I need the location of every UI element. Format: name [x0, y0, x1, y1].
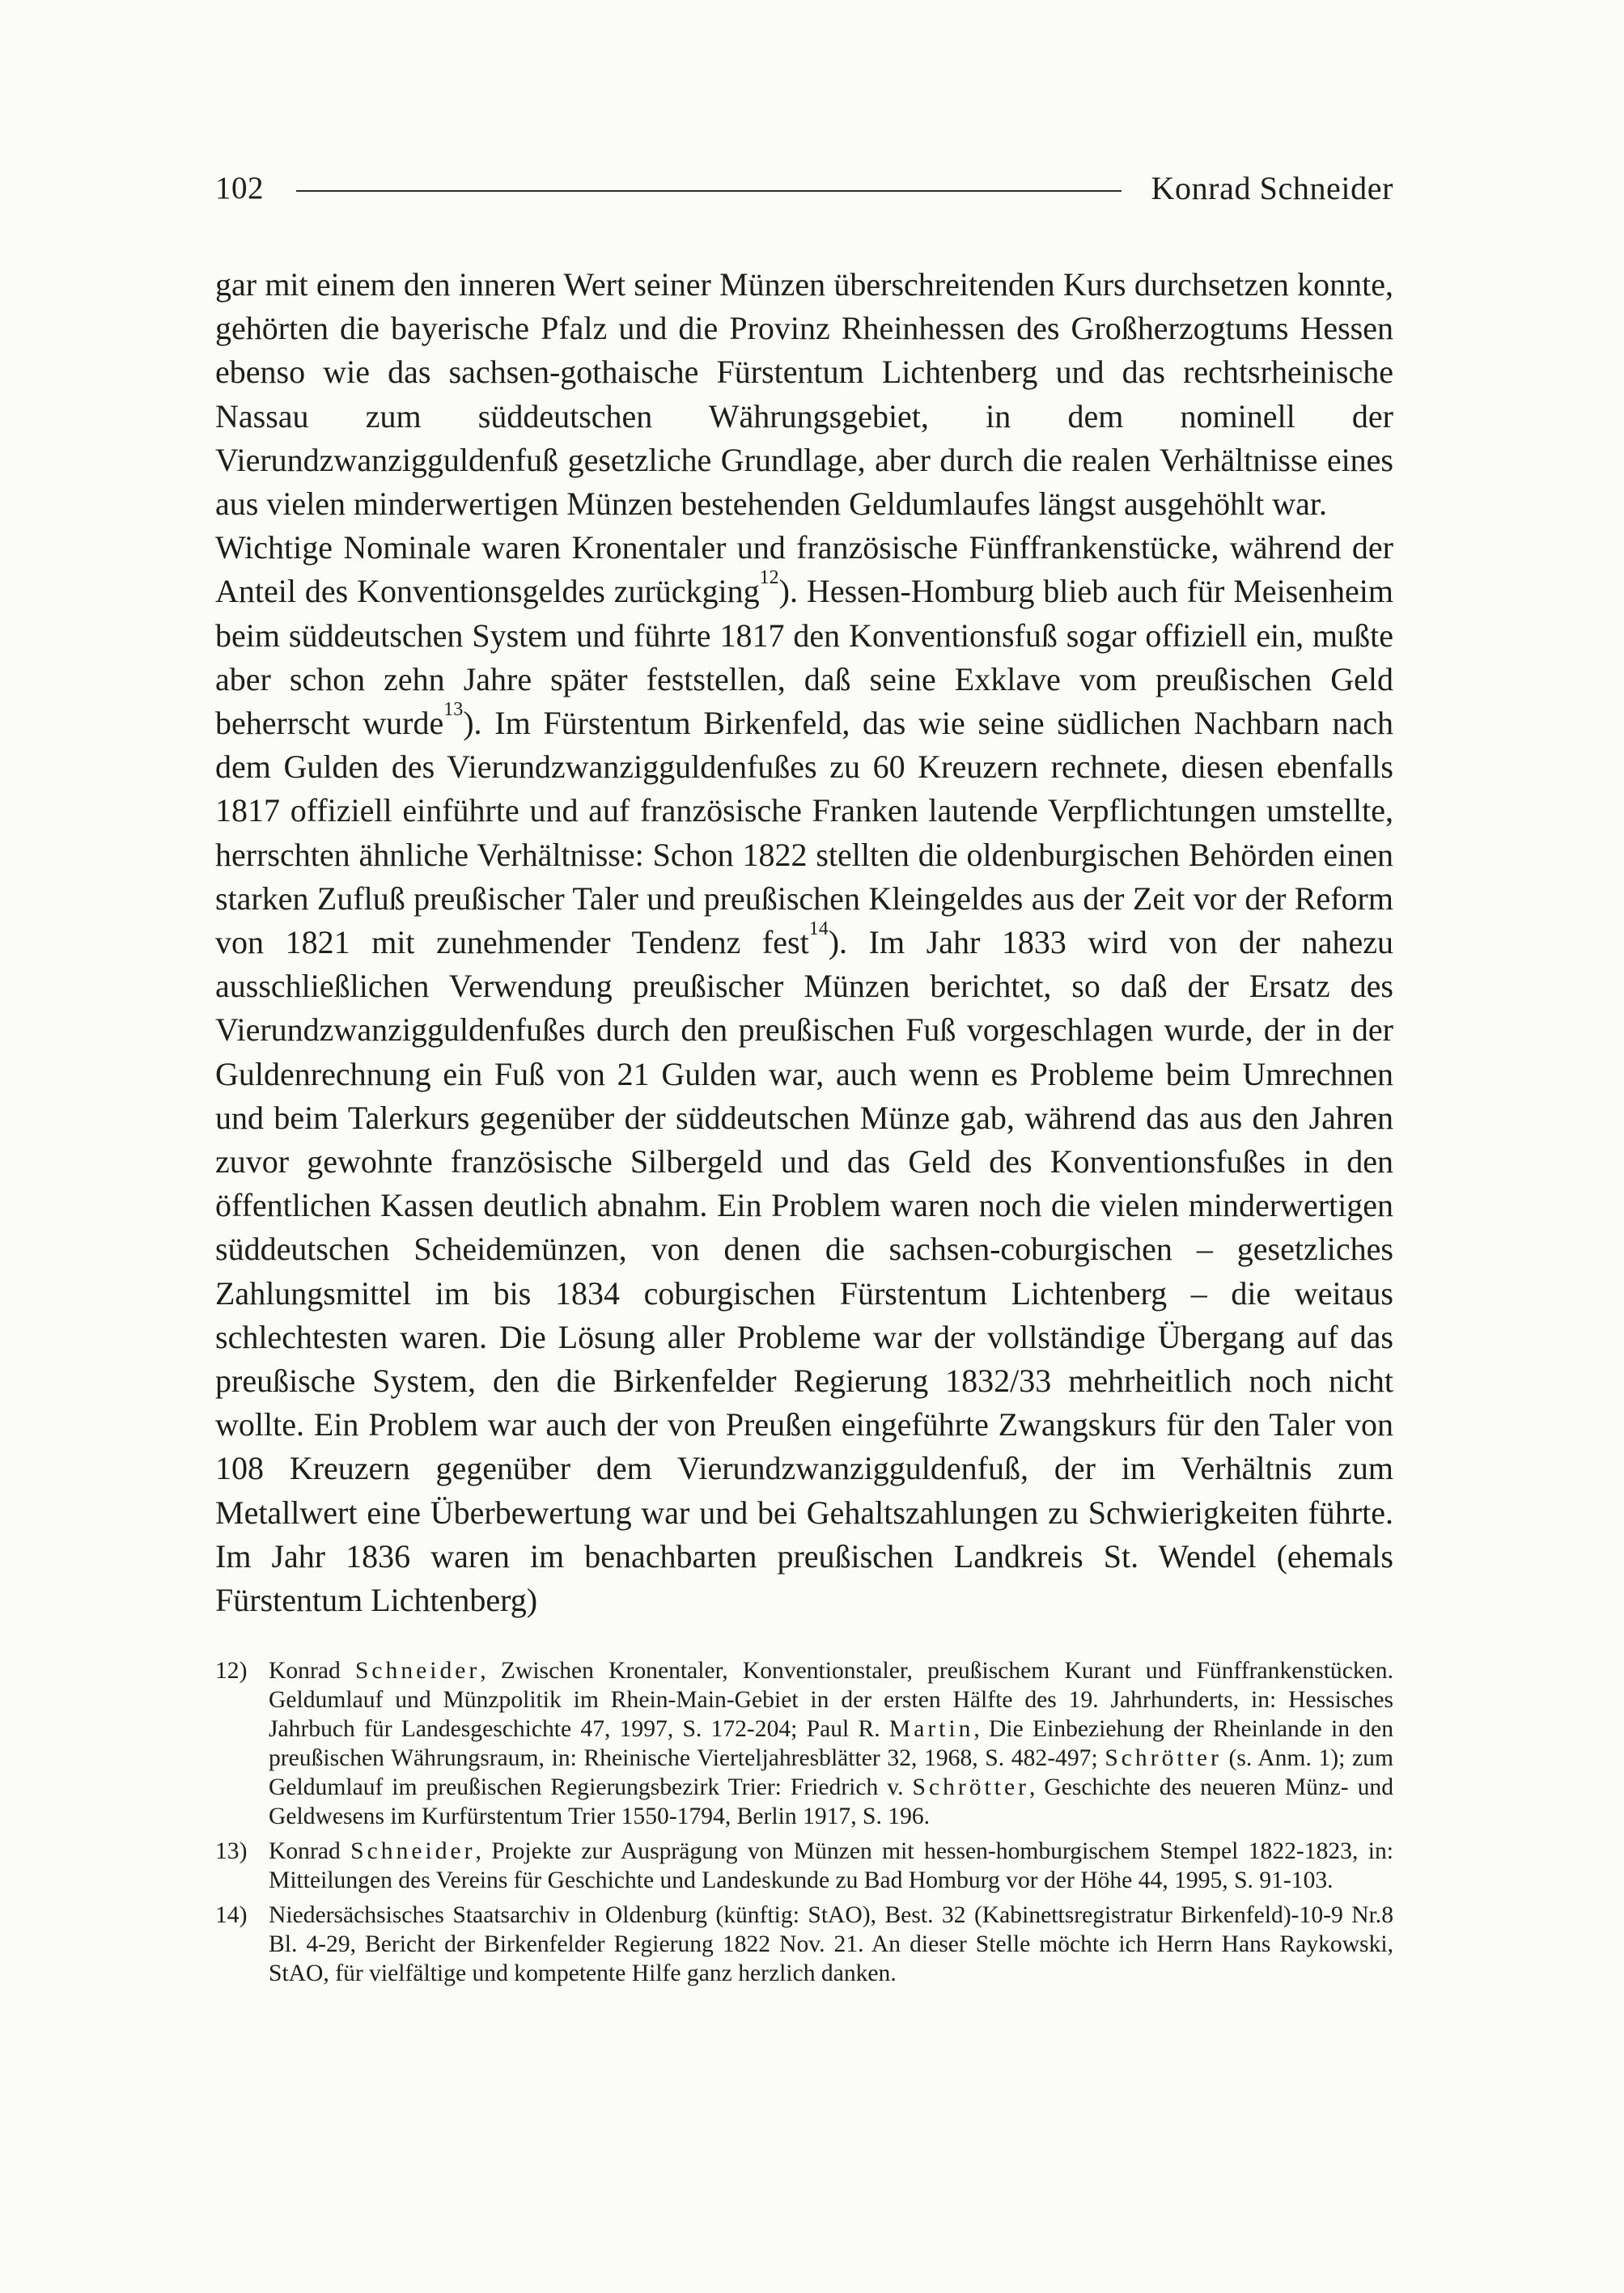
author-name: Schneider — [350, 1838, 476, 1864]
author-name: Schneider — [354, 1658, 481, 1684]
footnotes — [215, 1656, 1393, 1994]
page-header — [215, 167, 1393, 208]
footnote-ref: 13 — [443, 699, 464, 721]
text-run: Konrad — [269, 1838, 351, 1864]
text-run: (s. Anm. 1); zum Geldumlauf im preußischen Regierungsbezirk Trier: Friedrich v. — [269, 1745, 1393, 1800]
running-head: Konrad Schneider — [1151, 169, 1393, 206]
header-rule — [296, 190, 1122, 192]
author-name: Martin — [888, 1716, 974, 1742]
footnote-text — [269, 1656, 1393, 1831]
footnote-ref: 14 — [808, 918, 829, 940]
text-run: Konrad — [269, 1658, 355, 1684]
text-run: , Geschichte des neueren Münz- und Geldwesens im Kurfürstentum Trier 1550-1794, Berlin 1917, S. 196. — [269, 1774, 1394, 1829]
author-name: Schrötter — [912, 1774, 1029, 1800]
footnote-text: Niedersächsisches Staatsarchiv in Oldenburg (künftig: StAO), Best. 32 (Kabinettsregistratur Birkenfeld)-10-9 Nr.8 Bl. 4-29, Bericht der Birkenfelder Regierung 1822 Nov. 21. An dieser Stelle möchte ich Herrn Hans Raykowski, StAO, für vielfältige und kompetente Hilfe ganz herzlich danken. — [269, 1902, 1393, 1986]
footnote-12 — [215, 1656, 1393, 1831]
text-run: , Zwischen Kronentaler, Konventionstaler, preußischem Kurant und Fünffrankenstücken. Geldumlauf und Münzpolitik im Rhein-Main-Gebiet in der ersten Hälfte des 19. Jahrhunderts, in: Hessisches Jahrbuch für Landesgeschichte 47, 1997, S. 172-204; Paul R. — [269, 1658, 1393, 1742]
text-run: , Die Einbeziehung der Rheinlande in den preußischen Währungsraum, in: Rheinische Vierteljahresblätter 32, 1968, S. 482-497; — [269, 1716, 1393, 1771]
main-text — [215, 263, 1393, 1622]
footnote-14 — [215, 1901, 1393, 1988]
text-run: ). Hessen-Homburg blieb auch für Meisenheim beim süddeutschen System und führte 1817 den Konventionsfuß sogar offiziell ein, mußte aber schon zehn Jahre später feststellen, daß seine Exklave vom preußischen Geld beherrscht wurde — [215, 573, 1393, 742]
footnote-number: 13) — [215, 1838, 248, 1864]
text-run: Wichtige Nominale waren Kronentaler und französische Fünffrankenstücke, während der Anteil des Konventionsgeldes zurückging — [215, 529, 1393, 610]
footnote-text — [269, 1837, 1393, 1895]
paragraph: gar mit einem den inneren Wert seiner Münzen überschreitenden Kurs durchsetzen konnte, gehörten die bayerische Pfalz und die Provinz Rheinhessen des Großherzogtums Hessen ebenso wie das sachsen-gothaische Fürstentum Lichtenberg und das rechtsrheinische Nassau zum süddeutschen Währungsgebiet, in dem nominell der Vierundzwanzigguldenfuß gesetzliche Grundlage, aber durch die realen Verhältnisse eines aus vielen minderwertigen Münzen bestehenden Geldumlaufes längst ausgehöhlt war. — [215, 266, 1393, 523]
paragraph — [215, 526, 1393, 1622]
footnote-number: 12) — [215, 1658, 248, 1684]
text-run: ). Im Jahr 1833 wird von der nahezu ausschließlichen Verwendung preußischer Münzen berichtet, so daß der Ersatz des Vierundzwanzigguldenfußes durch den preußischen Fuß vorgeschlagen wurde, der in der Guldenrechnung ein Fuß von 21 Gulden war, auch wenn es Probleme beim Umrechnen und beim Talerkurs gegenüber der süddeutschen Münze gab, während das aus den Jahren zuvor gewohnte französische Silbergeld und das Geld des Konventionsfußes in den öffentlichen Kassen deutlich abnahm. Ein Problem waren noch die vielen minderwertigen süddeutschen Scheidemünzen, von denen die sachsen-coburgischen – gesetzliches Zahlungsmittel im bis 1834 coburgischen Fürstentum Lichtenberg – die weitaus schlechtesten waren. Die Lösung aller Probleme war der vollständige Übergang auf das preußische System, den die Birkenfelder Regierung 1832/33 mehrheitlich noch nicht wollte. Ein Problem war auch der von Preußen eingeführte Zwangskurs für den Taler von 108 Kreuzern gegenüber dem Vierundzwanzigguldenfuß, der im Verhältnis zum Metallwert eine Überbewertung war und bei Gehaltszahlungen zu Schwierigkeiten führte. Im Jahr 1836 waren im benachbarten preußischen Landkreis St. Wendel (ehemals Fürstentum Lichtenberg) — [215, 924, 1393, 1619]
text-run: , Projekte zur Ausprägung von Münzen mit hessen-homburgischem Stempel 1822-1823, in: Mitteilungen des Vereins für Geschichte und Landeskunde zu Bad Homburg vor der Höhe 44, 1995, S. 91-103. — [269, 1838, 1394, 1893]
author-name: Schrötter — [1105, 1745, 1222, 1771]
text-run: ). Im Fürstentum Birkenfeld, das wie seine südlichen Nachbarn nach dem Gulden des Vierundzwanzigguldenfußes zu 60 Kreuzern rechnete, diesen ebenfalls 1817 offiziell einführte und auf französische Franken lautende Verpflichtungen umstellte, herrschten ähnliche Verhältnisse: Schon 1822 stellten die oldenburgischen Behörden einen starken Zufluß preußischer Taler und preußischen Kleingeldes aus der Zeit vor der Reform von 1821 mit zunehmender Tendenz fest — [215, 705, 1393, 961]
footnote-number: 14) — [215, 1902, 248, 1928]
footnote-13 — [215, 1837, 1393, 1895]
page-number: 102 — [215, 170, 264, 206]
footnote-ref: 12 — [759, 567, 779, 589]
